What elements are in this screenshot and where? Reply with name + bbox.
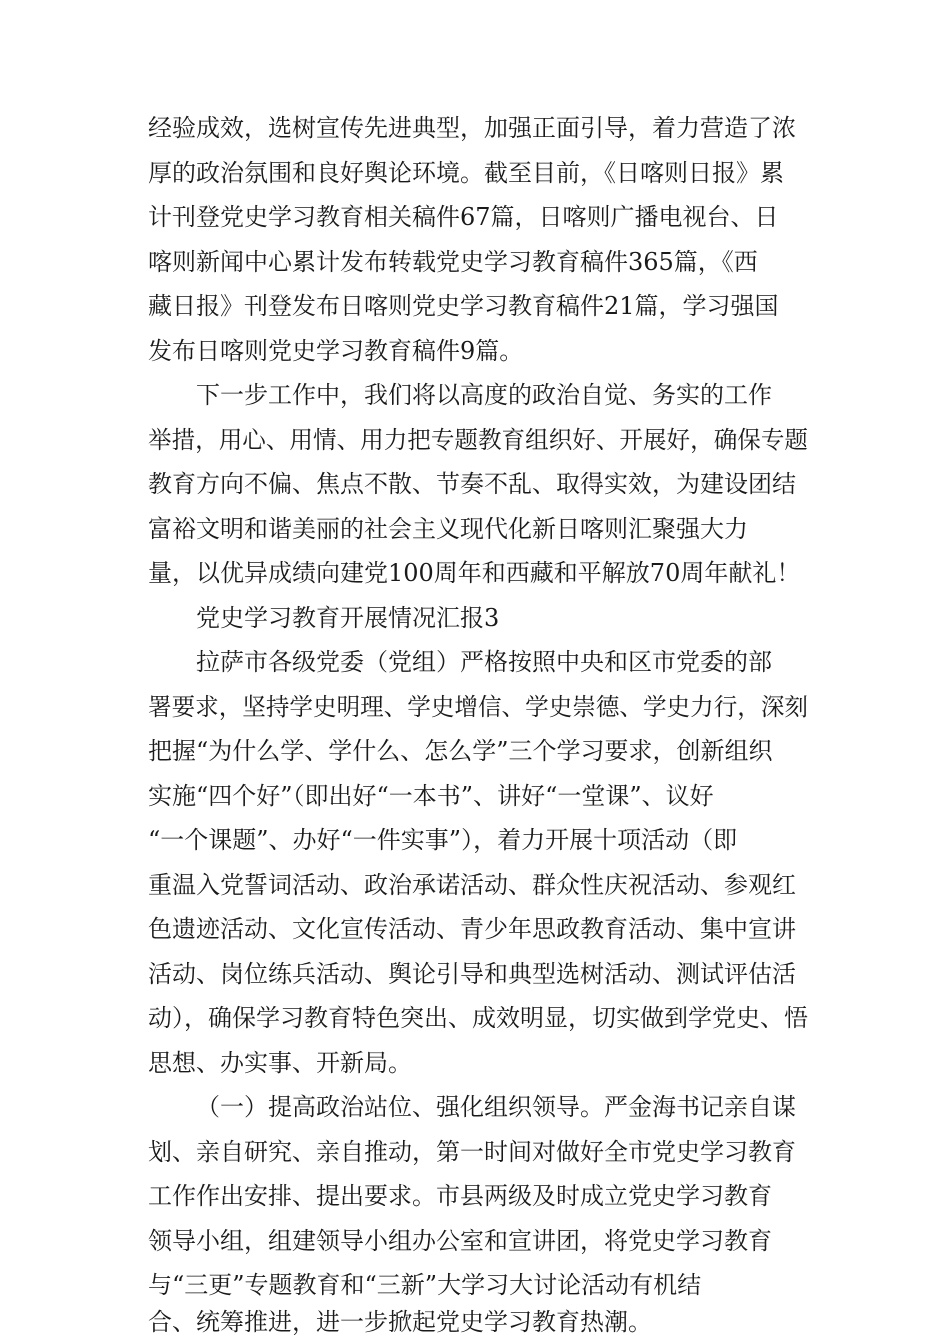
text-line: 把握“为什么学、学什么、怎么学”三个学习要求，创新组织 <box>148 737 773 765</box>
section-heading: 党史学习教育开展情况汇报3 <box>196 604 500 632</box>
text-line: 发布日喀则党史学习教育稿件9篇。 <box>148 337 524 365</box>
text-line: 计刊登党史学习教育相关稿件67篇，日喀则广播电视台、日 <box>148 203 779 231</box>
text-line: 与“三更”专题教育和“三新”大学习大讨论活动有机结 <box>148 1271 702 1299</box>
text-line: 藏日报》刊登发布日喀则党史学习教育稿件21篇，学习强国 <box>148 292 779 320</box>
text-line: 活动、岗位练兵活动、舆论引导和典型选树活动、测试评估活 <box>148 960 796 988</box>
text-line: 厚的政治氛围和良好舆论环境。截至目前，《日喀则日报》累 <box>148 159 784 187</box>
text-line: 重温入党誓词活动、政治承诺活动、群众性庆祝活动、参观红 <box>148 871 796 899</box>
paragraph-first-line: 拉萨市各级党委（党组）严格按照中央和区市党委的部 <box>196 648 772 676</box>
text-line: 工作作出安排、提出要求。市县两级及时成立党史学习教育 <box>148 1182 772 1210</box>
text-line: 实施“四个好”（即出好“一本书”、讲好“一堂课”、议好 <box>148 782 714 810</box>
text-line: 富裕文明和谐美丽的社会主义现代化新日喀则汇聚强大力 <box>148 515 748 543</box>
text-line: 划、亲自研究、亲自推动，第一时间对做好全市党史学习教育 <box>148 1138 796 1166</box>
text-line: 教育方向不偏、焦点不散、节奏不乱、取得实效，为建设团结 <box>148 470 796 498</box>
paragraph-first-line: （一）提高政治站位、强化组织领导。严金海书记亲自谋 <box>196 1093 796 1121</box>
text-line: 经验成效，选树宣传先进典型，加强正面引导，着力营造了浓 <box>148 114 796 142</box>
text-line: 领导小组，组建领导小组办公室和宣讲团，将党史学习教育 <box>148 1227 772 1255</box>
text-line: “一个课题”、办好“一件实事”），着力开展十项活动（即 <box>148 826 738 854</box>
text-line: 举措，用心、用情、用力把专题教育组织好、开展好，确保专题 <box>148 426 808 454</box>
paragraph-first-line: 下一步工作中，我们将以高度的政治自觉、务实的工作 <box>196 381 772 409</box>
text-line: 合、统筹推进，进一步掀起党史学习教育热潮。 <box>148 1308 652 1336</box>
text-line: 喀则新闻中心累计发布转载党史学习教育稿件365篇，《西 <box>148 248 758 276</box>
text-line: 色遗迹活动、文化宣传活动、青少年思政教育活动、集中宣讲 <box>148 915 796 943</box>
text-line: 动），确保学习教育特色突出、成效明显，切实做到学党史、悟 <box>148 1004 808 1032</box>
text-line: 思想、办实事、开新局。 <box>148 1049 412 1077</box>
text-line: 署要求，坚持学史明理、学史增信、学史崇德、学史力行，深刻 <box>148 693 808 721</box>
text-line: 量，以优异成绩向建党100周年和西藏和平解放70周年献礼！ <box>148 559 801 587</box>
